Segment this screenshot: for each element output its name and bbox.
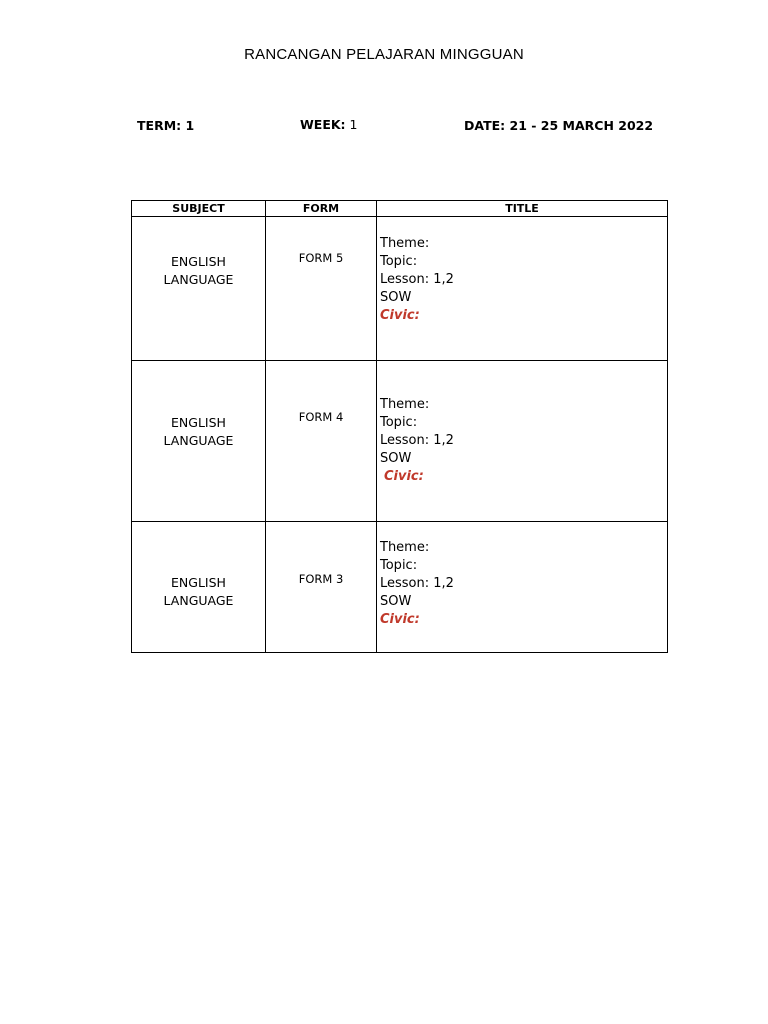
- theme-line: Theme:: [380, 540, 430, 555]
- week-label: WEEK:: [300, 117, 346, 132]
- subject-line: LANGUAGE: [163, 433, 234, 448]
- civic-line: Civic:: [384, 469, 424, 484]
- week-value: 1: [345, 117, 358, 132]
- table-row: [132, 361, 668, 522]
- term-label: TERM: 1: [137, 118, 195, 133]
- theme-line: Theme:: [380, 236, 430, 251]
- sow-line: SOW: [380, 594, 412, 609]
- header-title: TITLE: [377, 201, 668, 217]
- subject-line: ENGLISH: [171, 415, 226, 430]
- form-value: FORM 4: [298, 410, 344, 424]
- lesson-line: Lesson: 1,2: [380, 433, 454, 448]
- form-cell: [266, 361, 377, 522]
- sow-line: SOW: [380, 290, 412, 305]
- topic-line: Topic:: [380, 254, 418, 269]
- form-value: FORM 5: [298, 251, 344, 265]
- sow-line: SOW: [380, 451, 412, 466]
- subject-line: LANGUAGE: [163, 272, 234, 287]
- form-cell: [266, 217, 377, 361]
- term-field: [137, 118, 194, 133]
- civic-line: Civic:: [380, 612, 420, 627]
- subject-cell: [132, 361, 266, 522]
- theme-line: Theme:: [380, 397, 430, 412]
- title-cell: [377, 522, 668, 653]
- subject-cell: [132, 217, 266, 361]
- subject-cell: [132, 522, 266, 653]
- header-subject: SUBJECT: [132, 201, 266, 217]
- table-row: [132, 217, 668, 361]
- table-header-row: [132, 201, 668, 217]
- subject-line: LANGUAGE: [163, 593, 234, 608]
- topic-line: Topic:: [380, 558, 418, 573]
- lesson-line: Lesson: 1,2: [380, 272, 454, 287]
- header-form: FORM: [266, 201, 377, 217]
- subject-line: ENGLISH: [171, 254, 226, 269]
- form-cell: [266, 522, 377, 653]
- title-cell: [377, 217, 668, 361]
- form-value: FORM 3: [298, 572, 344, 586]
- topic-line: Topic:: [380, 415, 418, 430]
- lesson-plan-table: [131, 200, 668, 653]
- table-row: [132, 522, 668, 653]
- lesson-line: Lesson: 1,2: [380, 576, 454, 591]
- date-field: [464, 118, 653, 133]
- civic-line: Civic:: [380, 308, 420, 323]
- subject-line: ENGLISH: [171, 575, 226, 590]
- document-title: RANCANGAN PELAJARAN MINGGUAN: [244, 46, 524, 63]
- week-field: [300, 117, 358, 132]
- title-cell: [377, 361, 668, 522]
- date-label: DATE: 21 - 25 MARCH 2022: [464, 118, 654, 133]
